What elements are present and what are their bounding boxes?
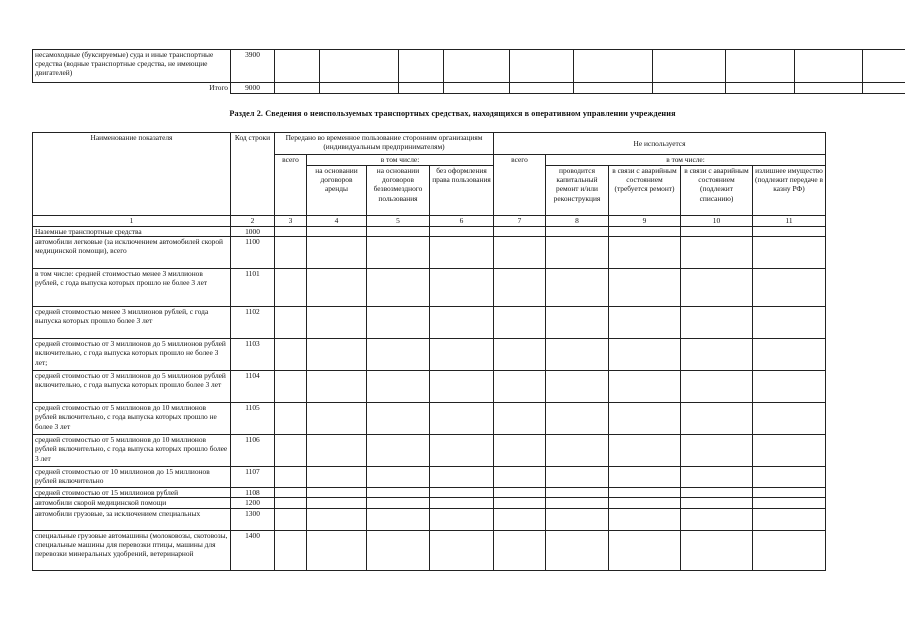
row-code: 1107 [231,467,275,488]
empty-cell [367,371,430,403]
empty-cell [574,50,653,83]
empty-cell [546,227,609,237]
column-number: 5 [367,216,430,227]
empty-cell [863,50,905,83]
empty-cell [681,530,753,570]
empty-cell [399,83,444,94]
empty-cell [546,269,609,307]
table-row [33,498,826,508]
empty-cell [494,371,546,403]
empty-cell [753,403,826,435]
empty-cell [681,237,753,269]
empty-cell [275,83,320,94]
row-name: средней стоимостью от 10 миллионов до 15 миллионов рублей включительно [33,467,231,488]
empty-cell [609,467,681,488]
table-row [33,435,826,467]
header-surplus: излишнее имущество (подлежит передаче в казну РФ) [753,166,826,216]
header-emergency-repair: в связи с аварийным состоянием (требуется ремонт) [609,166,681,216]
empty-cell [275,508,307,530]
empty-cell [275,269,307,307]
empty-cell [367,269,430,307]
empty-cell [307,498,367,508]
empty-cell [367,307,430,339]
row-name: автомобили скорой медицинской помощи [33,498,231,508]
empty-cell [609,371,681,403]
row-name: Наземные транспортные средства [33,227,231,237]
header-transferred-total: всего [275,155,307,216]
empty-cell [609,307,681,339]
table-row [33,50,905,83]
empty-cell [275,237,307,269]
total-label: Итого [33,83,231,94]
empty-cell [494,467,546,488]
header-including-2: в том числе: [546,155,826,166]
empty-cell [863,83,905,94]
total-code: 9000 [231,83,275,94]
empty-cell [430,371,494,403]
header-not-used: Не используется [494,133,826,155]
total-row [33,83,905,94]
empty-cell [367,339,430,371]
empty-cell [275,530,307,570]
empty-cell [609,269,681,307]
header-including: в том числе: [307,155,494,166]
header-code: Код строки [231,133,275,216]
empty-cell [275,467,307,488]
empty-cell [275,339,307,371]
row-name: средней стоимостью менее 3 миллионов рублей, с года выпуска которых прошло более 3 лет [33,307,231,339]
empty-cell [609,227,681,237]
row-name: несамоходные (буксируемые) суда и иные транспортные средства (водные транспортные средства, не имеющие двигателей) [33,50,231,83]
header-no-rights: без оформления права пользования [430,166,494,216]
row-code: 1400 [231,530,275,570]
table-row [33,530,826,570]
table-row [33,488,826,498]
empty-cell [430,403,494,435]
empty-cell [494,530,546,570]
column-number: 8 [546,216,609,227]
empty-cell [753,371,826,403]
empty-cell [367,403,430,435]
empty-cell [430,498,494,508]
row-code: 1101 [231,269,275,307]
empty-cell [546,339,609,371]
empty-cell [367,467,430,488]
empty-cell [367,237,430,269]
empty-cell [546,307,609,339]
section-title: Раздел 2. Сведения о неиспользуемых транспортных средствах, находящихся в оперативном управлении учреждения [229,109,676,118]
table-row [33,269,826,307]
empty-cell [307,488,367,498]
empty-cell [753,488,826,498]
table-row [33,339,826,371]
column-number: 3 [275,216,307,227]
empty-cell [307,467,367,488]
column-number: 1 [33,216,231,227]
empty-cell [307,237,367,269]
empty-cell [653,83,726,94]
row-name: в том числе: средней стоимостью менее 3 миллионов рублей, с года выпуска которых прошло не более 3 лет [33,269,231,307]
table-body [33,227,826,571]
empty-cell [275,307,307,339]
empty-cell [275,435,307,467]
empty-cell [399,50,444,83]
empty-cell [367,227,430,237]
empty-cell [609,508,681,530]
empty-cell [275,403,307,435]
header-transferred: Передано во временное пользование сторонним организациям (индивидуальным предпринимателям) [275,133,494,155]
row-name: средней стоимостью от 5 миллионов до 10 миллионов рублей включительно, с года выпуска которых прошло не более 3 лет [33,403,231,435]
empty-cell [307,508,367,530]
empty-cell [653,50,726,83]
empty-cell [494,498,546,508]
row-code: 1100 [231,237,275,269]
empty-cell [307,269,367,307]
row-code: 1104 [231,371,275,403]
empty-cell [444,50,510,83]
header-emergency-writeoff: в связи с аварийным состоянием (подлежит списанию) [681,166,753,216]
empty-cell [307,530,367,570]
empty-cell [753,435,826,467]
empty-cell [430,508,494,530]
empty-cell [430,227,494,237]
empty-cell [275,50,320,83]
empty-cell [367,508,430,530]
empty-cell [681,227,753,237]
table-row [33,403,826,435]
table-row [33,237,826,269]
empty-cell [307,307,367,339]
empty-cell [753,508,826,530]
empty-cell [681,403,753,435]
empty-cell [546,498,609,508]
empty-cell [510,83,574,94]
empty-cell [494,508,546,530]
empty-cell [574,83,653,94]
empty-cell [430,467,494,488]
empty-cell [753,467,826,488]
empty-cell [307,227,367,237]
row-code: 1108 [231,488,275,498]
empty-cell [546,508,609,530]
header-repair: проводится капитальный ремонт и/или реконструкция [546,166,609,216]
empty-cell [320,50,399,83]
empty-cell [681,371,753,403]
empty-cell [367,498,430,508]
empty-cell [609,488,681,498]
empty-cell [430,339,494,371]
empty-cell [367,488,430,498]
empty-cell [753,227,826,237]
empty-cell [367,435,430,467]
empty-cell [494,269,546,307]
empty-cell [307,435,367,467]
empty-cell [609,530,681,570]
row-code: 1300 [231,508,275,530]
row-code: 3900 [231,50,275,83]
header-free-use: на основании договоров безвозмездного пользования [367,166,430,216]
empty-cell [753,269,826,307]
row-name: специальные грузовые автомашины (молоковозы, скотовозы, специальные машины для перевозки птицы, машины для перевозки минеральных удобрений, ветеринарной [33,530,231,570]
empty-cell [430,435,494,467]
empty-cell [494,237,546,269]
row-name: средней стоимостью от 5 миллионов до 10 миллионов рублей включительно, с года выпуска которых прошло более 3 лет [33,435,231,467]
empty-cell [681,269,753,307]
header-row-1 [33,133,826,155]
empty-cell [510,50,574,83]
empty-cell [430,269,494,307]
empty-cell [307,403,367,435]
column-number: 2 [231,216,275,227]
empty-cell [546,530,609,570]
row-code: 1000 [231,227,275,237]
empty-cell [681,339,753,371]
empty-cell [546,371,609,403]
empty-cell [494,307,546,339]
empty-cell [753,498,826,508]
empty-cell [681,488,753,498]
empty-cell [795,83,863,94]
empty-cell [307,339,367,371]
row-name: средней стоимостью от 3 миллионов до 5 миллионов рублей включительно, с года выпуска которых прошло не более 3 лет; [33,339,231,371]
empty-cell [753,339,826,371]
empty-cell [681,435,753,467]
empty-cell [609,237,681,269]
empty-cell [546,403,609,435]
row-code: 1102 [231,307,275,339]
empty-cell [681,307,753,339]
empty-cell [444,83,510,94]
empty-cell [681,508,753,530]
row-name: средней стоимостью от 3 миллионов до 5 миллионов рублей включительно, с года выпуска которых прошло более 3 лет [33,371,231,403]
empty-cell [753,307,826,339]
table-row [33,307,826,339]
empty-cell [494,227,546,237]
header-lease: на основании договоров аренды [307,166,367,216]
empty-cell [609,339,681,371]
empty-cell [609,403,681,435]
table-row [33,508,826,530]
table-row [33,467,826,488]
column-number: 4 [307,216,367,227]
row-code: 1200 [231,498,275,508]
empty-cell [275,371,307,403]
row-name: средней стоимостью от 15 миллионов рублей [33,488,231,498]
empty-cell [726,83,795,94]
empty-cell [753,237,826,269]
empty-cell [367,530,430,570]
empty-cell [430,237,494,269]
row-code: 1105 [231,403,275,435]
empty-cell [726,50,795,83]
empty-cell [609,435,681,467]
empty-cell [546,467,609,488]
table-row [33,371,826,403]
empty-cell [307,371,367,403]
column-number-row [33,216,826,227]
empty-cell [546,488,609,498]
column-number: 11 [753,216,826,227]
empty-cell [494,435,546,467]
empty-cell [320,83,399,94]
empty-cell [430,307,494,339]
column-number: 7 [494,216,546,227]
empty-cell [753,530,826,570]
unused-vehicles-table [32,132,826,571]
column-number: 6 [430,216,494,227]
row-code: 1103 [231,339,275,371]
empty-cell [546,435,609,467]
table-row [33,227,826,237]
empty-cell [275,488,307,498]
empty-cell [494,488,546,498]
column-number: 10 [681,216,753,227]
empty-cell [681,467,753,488]
empty-cell [430,530,494,570]
row-name: автомобили легковые (за исключением автомобилей скорой медицинской помощи), всего [33,237,231,269]
empty-cell [275,498,307,508]
empty-cell [681,498,753,508]
empty-cell [546,237,609,269]
column-number: 9 [609,216,681,227]
row-code: 1106 [231,435,275,467]
row-name: автомобили грузовые, за исключением специальных [33,508,231,530]
empty-cell [494,339,546,371]
empty-cell [275,227,307,237]
empty-cell [494,403,546,435]
empty-cell [609,498,681,508]
empty-cell [795,50,863,83]
empty-cell [430,488,494,498]
previous-section-table [32,49,905,94]
header-not-used-total: всего [494,155,546,216]
header-name: Наименование показателя [33,133,231,216]
